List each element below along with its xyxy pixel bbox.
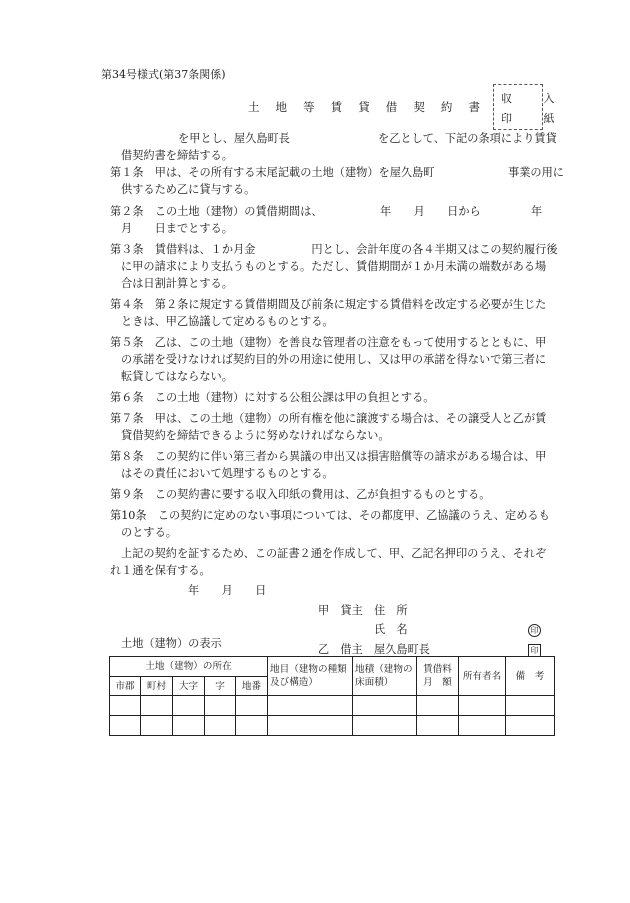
cell-input[interactable] — [205, 716, 236, 736]
cell-input[interactable] — [205, 696, 236, 716]
article-3: 第３条 賃借料は、１か月金 円とし、会計年度の各４半期又はこの契約履行後 — [110, 243, 558, 256]
body-line: を甲とし、屋久島町長 — [178, 132, 290, 145]
cell-input[interactable] — [417, 696, 459, 716]
article-8: 第８条 この契約に伴い第三者から異議の申出又は損害賠償等の請求がある場合は、甲 — [110, 450, 547, 463]
article-6: 第６条 この土地（建物）に対する公租公課は甲の負担とする。 — [110, 391, 435, 404]
lessor-address-label: 甲 貸主 住 所 — [318, 604, 408, 617]
body-line: 供するため乙に貸与する。 — [121, 183, 256, 196]
body-line: ときは、甲乙協議して定めるものとする。 — [121, 315, 334, 328]
cell-input[interactable] — [353, 716, 417, 736]
lessee-seal-icon: 印 — [528, 644, 541, 657]
lessor-name-label: 氏 名 — [374, 623, 408, 636]
body-line: 転貸してはならない。 — [121, 370, 233, 383]
cell-input[interactable] — [459, 716, 506, 736]
article-7: 第７条 甲は、この土地（建物）の所有権を他に譲渡する場合は、その譲受人と乙が賃 — [110, 412, 547, 425]
header-notes: 備 考 — [506, 657, 555, 696]
cell-input[interactable] — [141, 696, 173, 716]
cell-input[interactable] — [110, 716, 141, 736]
cell-input[interactable] — [506, 716, 555, 736]
property-table — [109, 656, 555, 736]
lessor-seal-icon: 印 — [528, 624, 541, 637]
body-line: の承諾を受けなければ契約目的外の用途に使用し、又は甲の承諾を得ないで第三者に — [121, 353, 547, 366]
closing-line: れ１通を保有する。 — [110, 564, 211, 577]
cell-input[interactable] — [236, 696, 268, 716]
table-row — [110, 716, 555, 736]
article-2: 第２条 この土地（建物）の賃借期間は、 — [110, 205, 323, 218]
body-line: 借契約書を締結する。 — [121, 149, 233, 162]
header-city-county: 市郡 — [110, 677, 141, 696]
cell-input[interactable] — [110, 696, 141, 716]
cell-input[interactable] — [236, 716, 268, 736]
closing-line: 上記の契約を証するため、この証書２通を作成して、甲、乙記名押印のうえ、それぞ — [121, 547, 547, 560]
cell-input[interactable] — [353, 696, 417, 716]
header-rent: 賃借料月 額 — [417, 657, 459, 696]
cell-input[interactable] — [141, 716, 173, 736]
cell-input[interactable] — [417, 716, 459, 736]
body-line: 貸借契約を締結できるように努めなければならない。 — [121, 429, 390, 442]
header-land-type: 地目（建物の種類及び構造） — [268, 657, 353, 696]
cell-input[interactable] — [173, 716, 205, 736]
lessee-label: 乙 借主 屋久島町長 — [318, 643, 430, 656]
header-area: 地積（建物の床面積） — [353, 657, 417, 696]
body-line: はその責任において処理するものとする。 — [121, 467, 334, 480]
body-line: 月 日までとする。 — [121, 222, 233, 235]
body-line: のとする。 — [121, 526, 177, 539]
article-9: 第９条 この契約書に要する収入印紙の費用は、乙が負担するものとする。 — [110, 488, 491, 501]
body-line: 年 — [531, 205, 543, 218]
article-5: 第５条 乙は、この土地（建物）を善良な管理者の注意をもって使用するとともに、甲 — [110, 336, 547, 349]
body-line: を乙として、下記の条項により賃貸 — [378, 132, 557, 145]
property-heading: 土地（建物）の表示 — [121, 637, 222, 650]
body-line: に甲の請求により支払うものとする。ただし、賃借期間が１か月未満の端数がある場 — [121, 260, 547, 273]
revenue-stamp-label-2: 印 紙 — [501, 112, 569, 125]
cell-input[interactable] — [459, 696, 506, 716]
body-line: 事業の用に — [508, 166, 564, 179]
article-10: 第10条 この契約に定めのない事項については、その都度甲、乙協議のうえ、定めるも — [110, 509, 550, 522]
header-town-village: 町村 — [141, 677, 173, 696]
cell-input[interactable] — [268, 716, 353, 736]
document-title: 土 地 等 賃 貸 借 契 約 書 — [248, 100, 487, 114]
table-row — [110, 696, 555, 716]
contract-date: 年 月 日 — [188, 584, 267, 597]
header-lot-number: 地番 — [236, 677, 268, 696]
header-aza: 字 — [205, 677, 236, 696]
cell-input[interactable] — [173, 696, 205, 716]
revenue-stamp-label-1: 収 入 — [501, 92, 569, 105]
body-line: 合は日割計算とする。 — [121, 277, 233, 290]
cell-input[interactable] — [268, 696, 353, 716]
cell-input[interactable] — [506, 696, 555, 716]
body-line: 年 月 日から — [380, 205, 481, 218]
article-4: 第４条 第２条に規定する賃借期間及び前条に規定する賃借料を改定する必要が生じた — [110, 298, 547, 311]
form-number: 第34号様式(第37条関係) — [101, 68, 226, 81]
header-oaza: 大字 — [173, 677, 205, 696]
article-1: 第１条 甲は、その所有する末尾記載の土地（建物）を屋久島町 — [110, 166, 435, 179]
header-location: 土地（建物）の所在 — [110, 657, 268, 677]
header-owner: 所有者名 — [459, 657, 506, 696]
